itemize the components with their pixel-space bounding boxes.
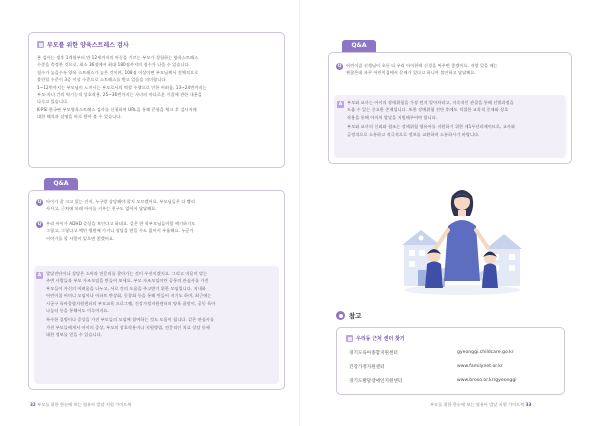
reference-subtitle: 우리동 근처 센터 찾기 bbox=[346, 335, 405, 342]
q-badge-icon: Q bbox=[337, 63, 342, 69]
family-illustration bbox=[400, 182, 530, 297]
a-badge-icon: A bbox=[338, 102, 343, 107]
question-1: Q 아이가 잘 크고 있는 건지, 누구랑 상담해야 할지 모르겠어요. 부모님들은 다 빨리 사시고, 근처에 또래 아이를 키우는 친구도 없어서 답답해요. bbox=[37, 199, 196, 212]
q-badge-icon: Q bbox=[37, 199, 42, 205]
page-number: 32 bbox=[30, 402, 36, 407]
reference-row: 경기도발달장애인지원센터 www.broso.or.kr/gyeonggi bbox=[349, 378, 517, 384]
stress-line: 1~12번까지는 부모님이 느끼시는 부모로서의 역할 수행으로 인한 어려움, 13~24번까지는 bbox=[37, 84, 207, 90]
search-icon bbox=[346, 335, 353, 342]
child-left-figure bbox=[425, 249, 443, 288]
document-icon bbox=[37, 41, 44, 48]
footer-left: 32 부모를 위한 한눈에 보는 영유아 발달 지원 가이드북 bbox=[30, 402, 132, 407]
reference-title: 참고 bbox=[336, 311, 362, 320]
stress-line: 다루고 있습니다. bbox=[37, 99, 69, 105]
stress-line: 대한 해석과 설명을 바로 받아 볼 수 있습니다. bbox=[37, 114, 122, 120]
stress-line: 불안할 수준이 3증 이상 수준으로 스트레스를 받고 있음을 의미합니다. bbox=[37, 77, 167, 83]
reference-row: 건강가정지원센터 www.familynet.or.kr bbox=[349, 364, 503, 370]
footer-right: 부모를 위한 한눈에 보는 영유아 발달 지원 가이드북 33 bbox=[430, 402, 532, 407]
question-2: Q 우리 아이가 ADHD 증상을 보인다고 하네요. 같은 반 학부모님들이랑 얘기하기도 그렇고, 그렇다고 예민 병원에 가거나 상담을 받을 수도 없어서 우울해요. 누군가 이야기를 할 사람이 있으면 좋겠어요. bbox=[37, 221, 196, 241]
q-badge-icon: Q bbox=[37, 221, 42, 227]
answer-right: 부모와 교사는 아이의 장애위험을 가장 먼저 알아차리고, 지속적인 관찰을 통해 선별과정을 도울 수 있는 중요한 존재입니다. 또한 장애위험 진단 후에도 적절한 교육적 중재와 상호 작용을 통해 아이의 발달을 지원해주어야 합니다. 부모와 교사의 신뢰와 협조는 장애위험 영유아를 지원하기 위한 제1우선과제이므로, 교사와 긍정적으로 소통하고 적극적으로 정보를 교환하며 소통하시기 바랍니다. bbox=[347, 100, 516, 137]
stress-line: K-PSI 한국판 부모양육스트레스 검사를 신청하여 URL을 통해 문항을 체크 후 검사지에 bbox=[37, 106, 197, 112]
reference-row: 경기도육아종합지원센터 gyeonggi.childcare.go.kr bbox=[349, 350, 514, 356]
qa-tab-right: Q&A bbox=[342, 40, 376, 52]
page-number: 33 bbox=[525, 402, 532, 407]
stress-line: 수준을 측정한 것으로, 최소 36점에서 최대 180점까지의 점수가 나올 수 있습니다. bbox=[37, 62, 190, 68]
stress-line: 본 검사는 생후 1개월부터 만 12세까지의 아동을 기르는 부모가 경험하는 양육스트레스 bbox=[37, 55, 199, 60]
reference-box bbox=[336, 327, 565, 395]
stress-line: 점수가 높을수록 양육 스트레스가 높은 것이며, 108점 이상이면 부모님께서 전체적으로 bbox=[37, 69, 199, 75]
qa-tab-left: Q&A bbox=[44, 178, 78, 190]
question-right: Q 어린이집 선생님이 초등 더 우리 아이한테 신경을 써주면 좋겠어요. 저랑 있을 때는 괜찮은데 자꾸 어린이집에서 문제가 있다고 하니까 불안하고 답답해요. bbox=[337, 63, 498, 76]
child-right-figure bbox=[482, 252, 498, 289]
stress-line: 부모-자녀 간의 역기능적 상호작용, 25~36번까지는 자녀의 까다로운 기질에 관한 내용을 bbox=[37, 92, 202, 98]
answer-left: 발달진단이나 상담은 소아과 전문의를 찾아가는 것이 우선이겠지요. 그리고 마음이 맞는 주변 사람들과 부모 자조모임을 만들어 보세요. 부모 자조모임이란 공통의 관심사를 가진 부모들이 자신의 어려움을 나누고, 서로 간의 도움을 주고받기 위한 모임입니다. 지내하 어린이집 어머니 모임이나 아파트 반상회, 동창회 등을 통해 만들어 지기도 하며, 최근에는 시군구 육아종합지원센터의 부모교육 프로그램, 건강가정지원센터의 양육 품앗이, 공동 육아 나눔터 등을 통해서도 이루어지요. 특수한 질병이나 증상을 가진 부모들의 모임에 참여하는 것도 도움이 됩니다. 같은 관심사를 가진 부모들에게서 아이의 증상, 부모의 상호작용이나 지원방법, 전문적인 치료 상담 등에 대한 정보를 얻을 수 있습니다. bbox=[46, 271, 216, 338]
a-badge-icon: A bbox=[37, 273, 42, 278]
page-gutter bbox=[299, 0, 300, 426]
reference-link[interactable]: gyeonggi.childcare.go.kr bbox=[457, 350, 514, 355]
stress-test-title: 부모를 위한 양육스트레스 검사 bbox=[37, 40, 276, 49]
mother-figure bbox=[436, 190, 488, 281]
reference-link[interactable]: www.broso.or.kr/gyeonggi bbox=[457, 378, 517, 383]
stress-test-body bbox=[37, 54, 276, 121]
reference-link[interactable]: www.familynet.or.kr bbox=[457, 364, 503, 369]
stress-test-box bbox=[28, 32, 285, 168]
pin-icon bbox=[336, 311, 345, 320]
